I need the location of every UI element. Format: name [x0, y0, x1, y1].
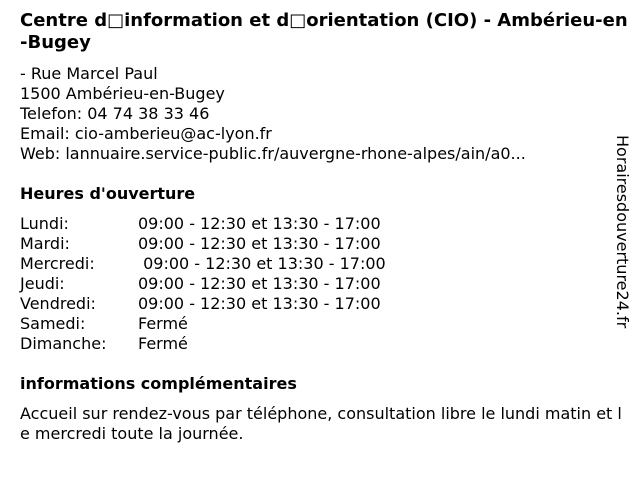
day-hours: 09:00 - 12:30 et 13:30 - 17:00 — [138, 274, 381, 293]
page-title: Centre d□information et d□orientation (CIO) - Ambérieu-en-Bugey — [20, 10, 628, 53]
opening-hours-heading: Heures d'ouverture — [20, 184, 196, 203]
day-label: Samedi: — [20, 314, 86, 333]
contact-info — [20, 64, 526, 164]
day-label: Mercredi: — [20, 254, 95, 273]
day-label: Vendredi: — [20, 294, 96, 313]
hours-row-monday — [20, 214, 386, 234]
day-hours: Fermé — [138, 334, 188, 353]
additional-info-text: Accueil sur rendez-vous par téléphone, consultation libre le lundi matin et le mercredi toute la journée. — [20, 404, 622, 443]
hours-row-sunday — [20, 334, 386, 354]
day-label: Mardi: — [20, 234, 70, 253]
website-link[interactable]: Web: lannuaire.service-public.fr/auvergne-rhone-alpes/ain/a0... — [20, 144, 526, 163]
email-address: Email: cio-amberieu@ac-lyon.fr — [20, 124, 272, 143]
hours-row-friday — [20, 294, 386, 314]
day-hours: 09:00 - 12:30 et 13:30 - 17:00 — [138, 234, 381, 253]
hours-row-tuesday — [20, 234, 386, 254]
day-label: Lundi: — [20, 214, 69, 233]
day-hours: Fermé — [138, 314, 188, 333]
hours-row-thursday — [20, 274, 386, 294]
hours-row-wednesday — [20, 254, 386, 274]
day-label: Jeudi: — [20, 274, 65, 293]
day-hours: 09:00 - 12:30 et 13:30 - 17:00 — [138, 294, 381, 313]
phone-number: Telefon: 04 74 38 33 46 — [20, 104, 210, 123]
day-hours: 09:00 - 12:30 et 13:30 - 17:00 — [138, 254, 386, 273]
additional-info-heading: informations complémentaires — [20, 374, 297, 393]
opening-hours-table — [20, 214, 386, 354]
hours-row-saturday — [20, 314, 386, 334]
day-label: Dimanche: — [20, 334, 107, 353]
day-hours: 09:00 - 12:30 et 13:30 - 17:00 — [138, 214, 381, 233]
street-address: - Rue Marcel Paul — [20, 64, 158, 83]
site-watermark: Horairesdouverture24.fr — [613, 135, 632, 329]
city-address: 1500 Ambérieu-en-Bugey — [20, 84, 225, 103]
